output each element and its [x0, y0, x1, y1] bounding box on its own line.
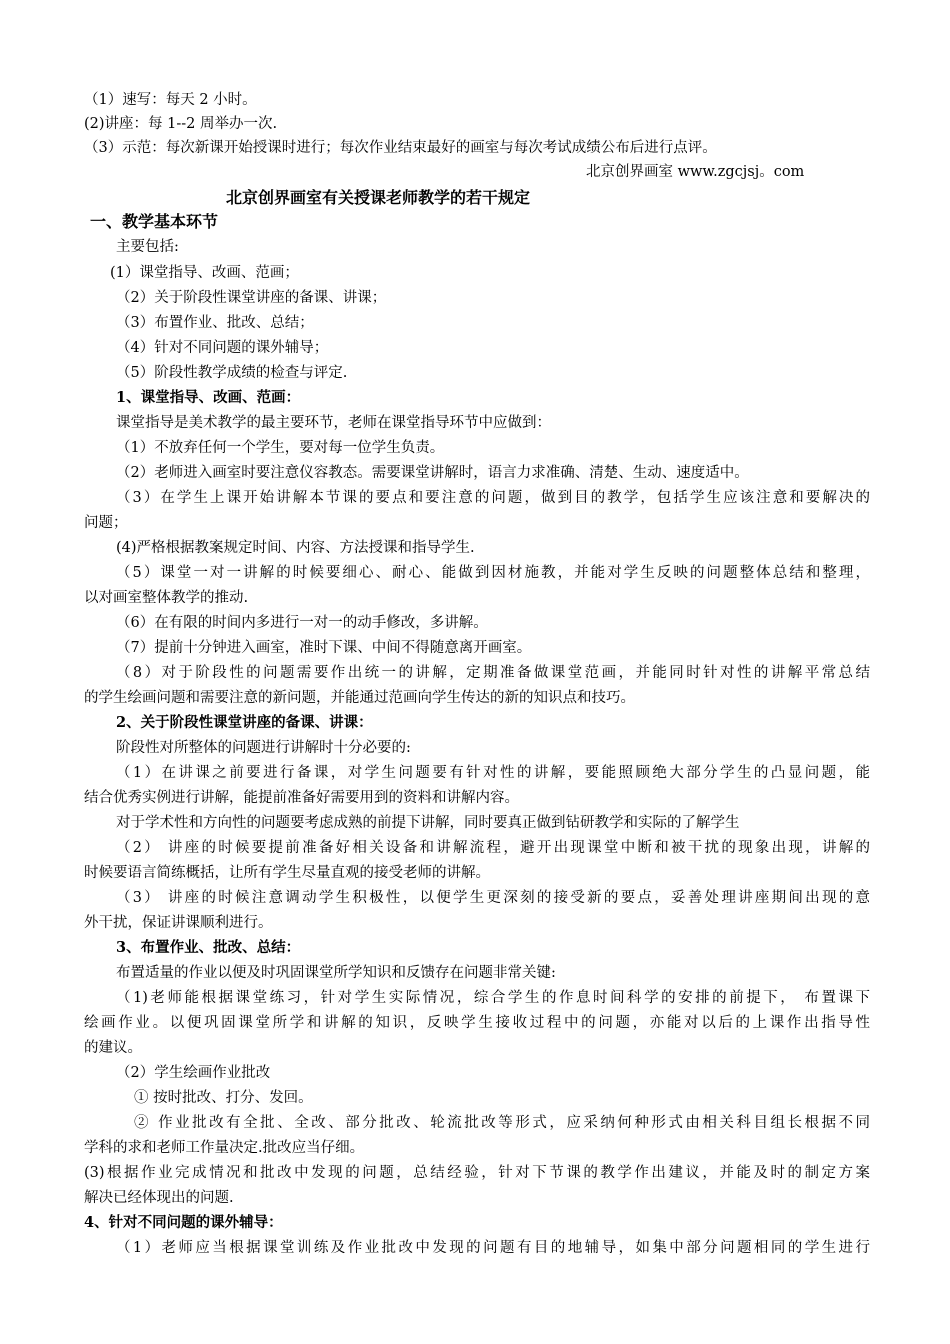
subsection-3-heading: 3、布置作业、批改、总结： [116, 939, 301, 956]
list-item: （3）布置作业、批改、总结； [116, 315, 314, 331]
paragraph: 的学生绘画问题和需要注意的新问题，并能通过范画向学生传达的新的知识点和技巧。 [84, 690, 635, 706]
paragraph: （5）课堂一对一讲解的时候要细心、耐心、能做到因材施教，并能对学生反映的问题整体总结和整理， [116, 565, 870, 581]
subsection-1-heading: 1、课堂指导、改画、范画： [116, 389, 301, 406]
paragraph: （1）在讲课之前要进行备课，对学生问题要有针对性的讲解，要能照顾绝大部分学生的凸显问题，能 [116, 765, 870, 781]
paragraph: （2） 讲座的时候要提前准备好相关设备和讲解流程，避开出现课堂中断和被干扰的现象出现，讲解的 [116, 840, 870, 856]
paragraph: 以对画室整体教学的推动. [84, 590, 249, 606]
paragraph: 绘画作业。以便巩固课堂所学和讲解的知识，反映学生接收过程中的问题，亦能对以后的上课作出指导性 [84, 1015, 870, 1031]
paragraph: （3） 讲座的时候注意调动学生积极性，以便学生更深刻的接受新的要点，妥善处理讲座期间出现的意 [116, 890, 870, 906]
paragraph: （1)老师能根据课堂练习，针对学生实际情况，综合学生的作息时间科学的安排的前提下， 布置课下 [116, 990, 870, 1006]
list-item: （4）针对不同问题的课外辅导； [116, 340, 329, 356]
list-item: (1）课堂指导、改画、范画； [110, 265, 299, 281]
paragraph: （3）在学生上课开始讲解本节课的要点和要注意的问题，做到目的教学，包括学生应该注意和要解决的 [116, 490, 870, 506]
paragraph: 的建议。 [84, 1040, 142, 1056]
paragraph: （2）老师进入画室时要注意仪容教态。需要课堂讲解时，语言力求准确、清楚、生动、速度适中。 [116, 465, 749, 481]
paragraph: 阶段性对所整体的问题进行讲解时十分必要的: [116, 740, 411, 756]
list-item: （2）关于阶段性课堂讲座的备课、讲课； [116, 290, 387, 306]
list-item: （5）阶段性教学成绩的检查与评定. [116, 365, 348, 381]
paragraph: 布置适量的作业以便及时巩固课堂所学知识和反馈存在问题非常关键: [116, 965, 556, 981]
subsection-2-heading: 2、关于阶段性课堂讲座的备课、讲课： [116, 714, 373, 731]
paragraph: ② 作业批改有全批、全改、部分批改、轮流批改等形式，应采纳何种形式由相关科目组长根据不同 [134, 1115, 870, 1131]
paragraph: 解决已经体现出的问题. [84, 1190, 234, 1206]
credit-line: 北京创界画室 www.zgcjsj。com [586, 164, 805, 180]
paragraph: 结合优秀实例进行讲解，能提前准备好需要用到的资料和讲解内容。 [84, 790, 519, 806]
paragraph: （6）在有限的时间内多进行一对一的动手修改，多讲解。 [116, 615, 488, 631]
paragraph: （7）提前十分钟进入画室，准时下课、中间不得随意离开画室。 [116, 640, 532, 656]
paragraph: ① 按时批改、打分、发回。 [134, 1090, 313, 1106]
paragraph: (4)严格根据教案规定时间、内容、方法授课和指导学生. [116, 540, 475, 556]
paragraph: （1）不放弃任何一个学生，要对每一位学生负责。 [116, 440, 445, 456]
paragraph: 学科的求和老师工作量决定.批改应当仔细。 [84, 1140, 365, 1156]
top-line-2: (2)讲座：每 1--2 周举办一次. [84, 116, 278, 132]
section-1-heading: 一、教学基本环节 [90, 212, 219, 231]
paragraph: 外干扰，保证讲课顺利进行。 [84, 915, 273, 931]
paragraph: 课堂指导是美术教学的最主要环节，老师在课堂指导环节中应做到： [116, 415, 551, 431]
subsection-4-heading: 4、针对不同问题的课外辅导： [84, 1214, 283, 1231]
paragraph: （8）对于阶段性的问题需要作出统一的讲解，定期准备做课堂范画，并能同时针对性的讲解平常总结 [116, 665, 870, 681]
section-1-intro: 主要包括: [116, 239, 179, 255]
paragraph: 时候要语言简练概括，让所有学生尽量直观的接受老师的讲解。 [84, 865, 490, 881]
paragraph: （1）老师应当根据课堂训练及作业批改中发现的问题有目的地辅导，如集中部分问题相同的学生进行 [116, 1240, 870, 1256]
top-line-3: （3）示范：每次新课开始授课时进行；每次作业结束最好的画室与每次考试成绩公布后进行点评。 [84, 140, 717, 156]
top-line-1: （1）速写：每天 2 小时。 [84, 92, 257, 108]
paragraph: 对于学术性和方向性的问题要考虑成熟的前提下讲解，同时要真正做到钻研教学和实际的了解学生 [116, 815, 740, 831]
paragraph: 问题； [84, 515, 128, 531]
paragraph: （2）学生绘画作业批改 [116, 1065, 271, 1081]
paragraph: (3)根据作业完成情况和批改中发现的问题，总结经验，针对下节课的教学作出建议，并能及时的制定方案 [84, 1165, 870, 1181]
page-title: 北京创界画室有关授课老师教学的若干规定 [226, 188, 531, 207]
